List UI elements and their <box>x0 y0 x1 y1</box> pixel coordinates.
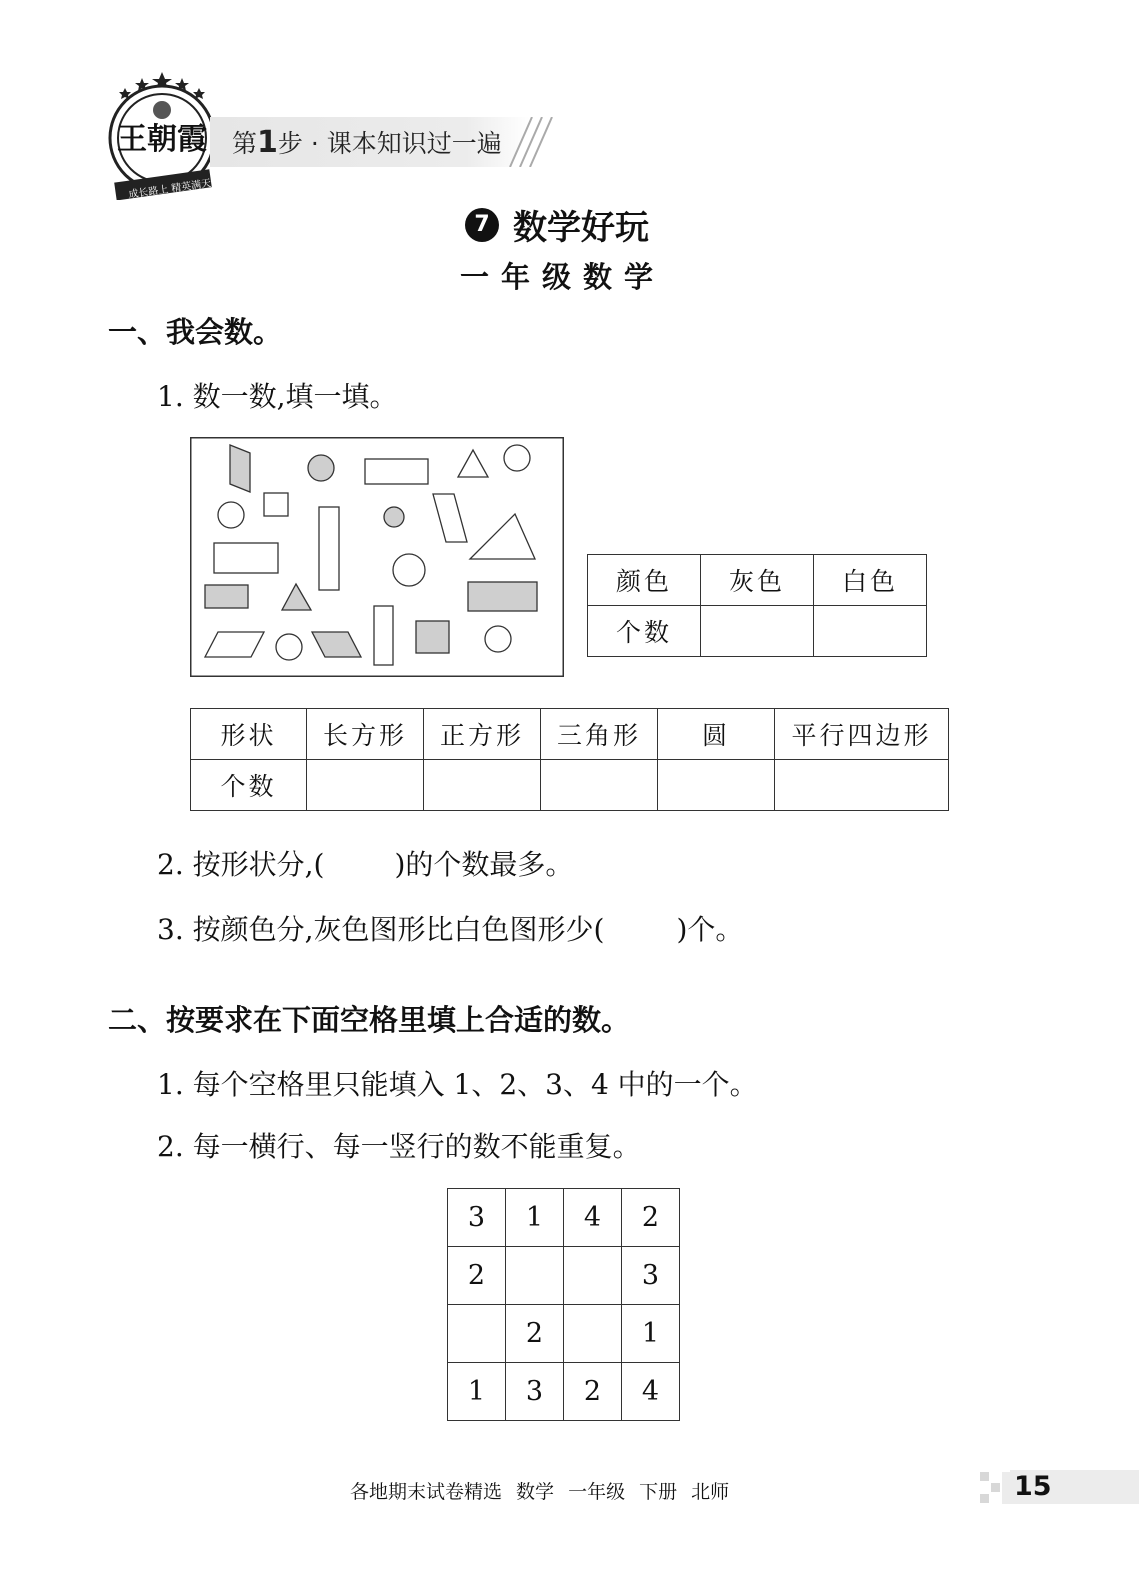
section-2-heading: 二、按要求在下面空格里填上合适的数。 <box>108 1003 631 1037</box>
gray-parallelogram-shape <box>230 445 250 492</box>
white-rectangle-shape <box>214 543 278 573</box>
white-circle-shape <box>504 445 530 471</box>
lesson-number-badge: 7 <box>465 208 499 242</box>
answer-cell-parallelogram[interactable] <box>775 760 949 811</box>
white-square-shape <box>264 493 288 516</box>
table-row-label: 个数 <box>191 760 307 811</box>
badge-motto: 成长路上 精英满天 <box>127 178 212 201</box>
grid-cell: 2 <box>622 1189 680 1247</box>
table-header-cell: 灰色 <box>701 555 814 606</box>
gray-square-shape <box>416 621 449 653</box>
step-number: 1 <box>257 125 278 160</box>
table-row <box>448 1189 680 1247</box>
white-rectangle-shape <box>365 459 428 484</box>
table-row <box>448 1305 680 1363</box>
question-1-2-after: )的个数最多。 <box>394 848 574 881</box>
grade-title: 一年级数学 <box>460 260 666 294</box>
grid-cell: 2 <box>564 1363 622 1421</box>
grid-cell: 3 <box>622 1247 680 1305</box>
white-circle-shape <box>485 626 511 652</box>
table-header-cell: 正方形 <box>424 709 541 760</box>
white-circle-shape <box>276 634 302 660</box>
white-rectangle-shape <box>319 507 339 590</box>
table-header-cell: 长方形 <box>307 709 424 760</box>
white-circle-shape <box>218 502 244 528</box>
grid-cell: 3 <box>448 1189 506 1247</box>
lesson-title-text: 数学好玩 <box>513 208 649 248</box>
rule-2: 2. 每一横行、每一竖行的数不能重复。 <box>157 1130 641 1163</box>
grid-cell: 2 <box>448 1247 506 1305</box>
table-row-label: 个数 <box>588 606 701 657</box>
table-row <box>448 1363 680 1421</box>
badge-name: 王朝霞 <box>117 122 207 157</box>
grid-cell: 1 <box>448 1363 506 1421</box>
question-1-2 <box>157 843 573 883</box>
grid-blank-cell[interactable] <box>506 1247 564 1305</box>
question-1-3-before: 3. 按颜色分,灰色图形比白色图形少( <box>157 913 605 946</box>
lesson-title <box>465 200 649 249</box>
table-header-cell: 三角形 <box>541 709 658 760</box>
white-rectangle-shape <box>374 606 393 665</box>
grid-blank-cell[interactable] <box>564 1247 622 1305</box>
table-row <box>191 760 949 811</box>
table-header-cell: 白色 <box>814 555 927 606</box>
step-label <box>232 124 502 160</box>
answer-cell-white[interactable] <box>814 606 927 657</box>
grid-cell: 3 <box>506 1363 564 1421</box>
question-1-3-after: )个。 <box>676 913 744 946</box>
table-row <box>588 606 927 657</box>
gray-circle-shape <box>308 455 334 481</box>
table-header-cell: 形状 <box>191 709 307 760</box>
page-number: 15 <box>1014 1471 1052 1502</box>
table-row <box>448 1247 680 1305</box>
gray-rectangle-shape <box>468 582 537 611</box>
table-row <box>588 555 927 606</box>
question-1-2-before: 2. 按形状分,( <box>157 848 325 881</box>
question-1-1: 1. 数一数,填一填。 <box>157 380 398 413</box>
table-header-cell: 颜色 <box>588 555 701 606</box>
answer-cell-triangle[interactable] <box>541 760 658 811</box>
grid-blank-cell[interactable] <box>564 1305 622 1363</box>
grid-blank-cell[interactable] <box>448 1305 506 1363</box>
answer-cell-rectangle[interactable] <box>307 760 424 811</box>
number-grid <box>447 1188 680 1421</box>
step-prefix: 第 <box>232 129 258 158</box>
color-count-table <box>587 554 927 657</box>
rule-1: 1. 每个空格里只能填入 1、2、3、4 中的一个。 <box>157 1068 758 1101</box>
shape-count-table <box>190 708 949 811</box>
answer-cell-gray[interactable] <box>701 606 814 657</box>
section-1-heading: 一、我会数。 <box>108 315 283 349</box>
footer-book-title: 各地期末试卷精选 数学 一年级 下册 北师 <box>350 1481 730 1503</box>
answer-cell-circle[interactable] <box>658 760 775 811</box>
grid-cell: 1 <box>622 1305 680 1363</box>
grid-cell: 4 <box>622 1363 680 1421</box>
question-1-3 <box>157 908 743 948</box>
shapes-picture <box>190 437 564 677</box>
gray-circle-shape <box>384 507 404 527</box>
grid-cell: 2 <box>506 1305 564 1363</box>
grid-cell: 4 <box>564 1189 622 1247</box>
table-row <box>191 709 949 760</box>
answer-cell-square[interactable] <box>424 760 541 811</box>
step-suffix: 步 · 课本知识过一遍 <box>277 129 502 158</box>
white-circle-shape <box>393 554 425 586</box>
footer-corner-decoration <box>980 1472 1010 1504</box>
table-header-cell: 圆 <box>658 709 775 760</box>
grid-cell: 1 <box>506 1189 564 1247</box>
table-header-cell: 平行四边形 <box>775 709 949 760</box>
gray-rectangle-shape <box>205 585 248 608</box>
